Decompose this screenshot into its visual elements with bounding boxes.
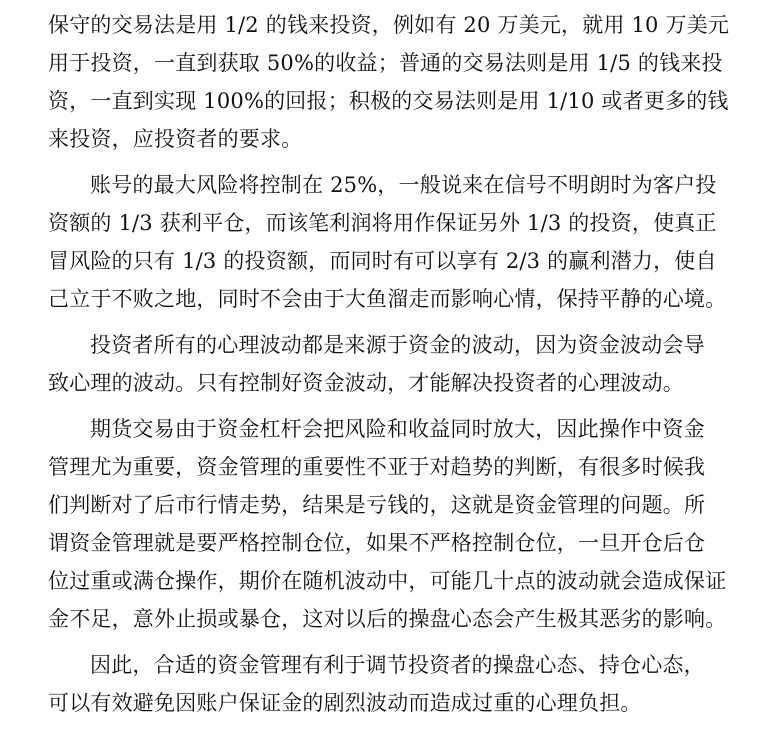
text-line: 资，一直到实现 100%的回报；积极的交易法则是用 1/10 或者更多的钱 — [48, 89, 729, 113]
text-line: 来投资，应投资者的要求。 — [48, 127, 303, 151]
text-line: 保守的交易法是用 1/2 的钱来投资，例如有 20 万美元，就用 10 万美元 — [48, 13, 730, 37]
text-line: 位过重或满仓操作，期价在随机波动中，可能几十点的波动就会造成保证 — [48, 569, 727, 593]
paragraph-gap — [48, 318, 740, 326]
text-line: 己立于不败之地，同时不会由于大鱼溜走而影响心情，保持平静的心境。 — [48, 287, 727, 311]
text-line: 期货交易由于资金杠杆会把风险和收益同时放大，因此操作中资金 — [90, 417, 705, 441]
paragraph-gap — [48, 158, 740, 166]
paragraph-1 — [48, 6, 740, 158]
text-line: 账号的最大风险将控制在 25%，一般说来在信号不明朗时为客户投 — [90, 173, 717, 197]
paragraph-gap — [48, 638, 740, 646]
text-line: 投资者所有的心理波动都是来源于资金的波动，因为资金波动会导 — [90, 333, 705, 357]
paragraph-3 — [48, 326, 740, 402]
text-line: 冒风险的只有 1/3 的投资额，而同时有可以享有 2/3 的赢利潜力，使自 — [48, 249, 717, 273]
text-line: 因此，合适的资金管理有利于调节投资者的操盘心态、持仓心态， — [90, 653, 705, 677]
paragraph-5 — [48, 646, 740, 722]
text-line: 们判断对了后市行情走势，结果是亏钱的，这就是资金管理的问题。所 — [48, 493, 706, 517]
text-line: 资额的 1/3 获利平仓，而该笔利润将用作保证另外 1/3 的投资，使真正 — [48, 211, 717, 235]
text-line: 谓资金管理就是要严格控制仓位，如果不严格控制仓位，一旦开仓后仓 — [48, 531, 706, 555]
text-line: 用于投资，一直到获取 50%的收益；普通的交易法则是用 1/5 的钱来投 — [48, 51, 723, 75]
paragraph-4 — [48, 410, 740, 638]
document-body — [48, 6, 740, 722]
text-line: 管理尤为重要，资金管理的重要性不亚于对趋势的判断，有很多时候我 — [48, 455, 706, 479]
paragraph-2 — [48, 166, 740, 318]
paragraph-gap — [48, 402, 740, 410]
text-line: 可以有效避免因账户保证金的剧烈波动而造成过重的心理负担。 — [48, 691, 642, 715]
text-line: 致心理的波动。只有控制好资金波动，才能解决投资者的心理波动。 — [48, 371, 684, 395]
text-line: 金不足，意外止损或暴仓，这对以后的操盘心态会产生极其恶劣的影响。 — [48, 607, 727, 631]
